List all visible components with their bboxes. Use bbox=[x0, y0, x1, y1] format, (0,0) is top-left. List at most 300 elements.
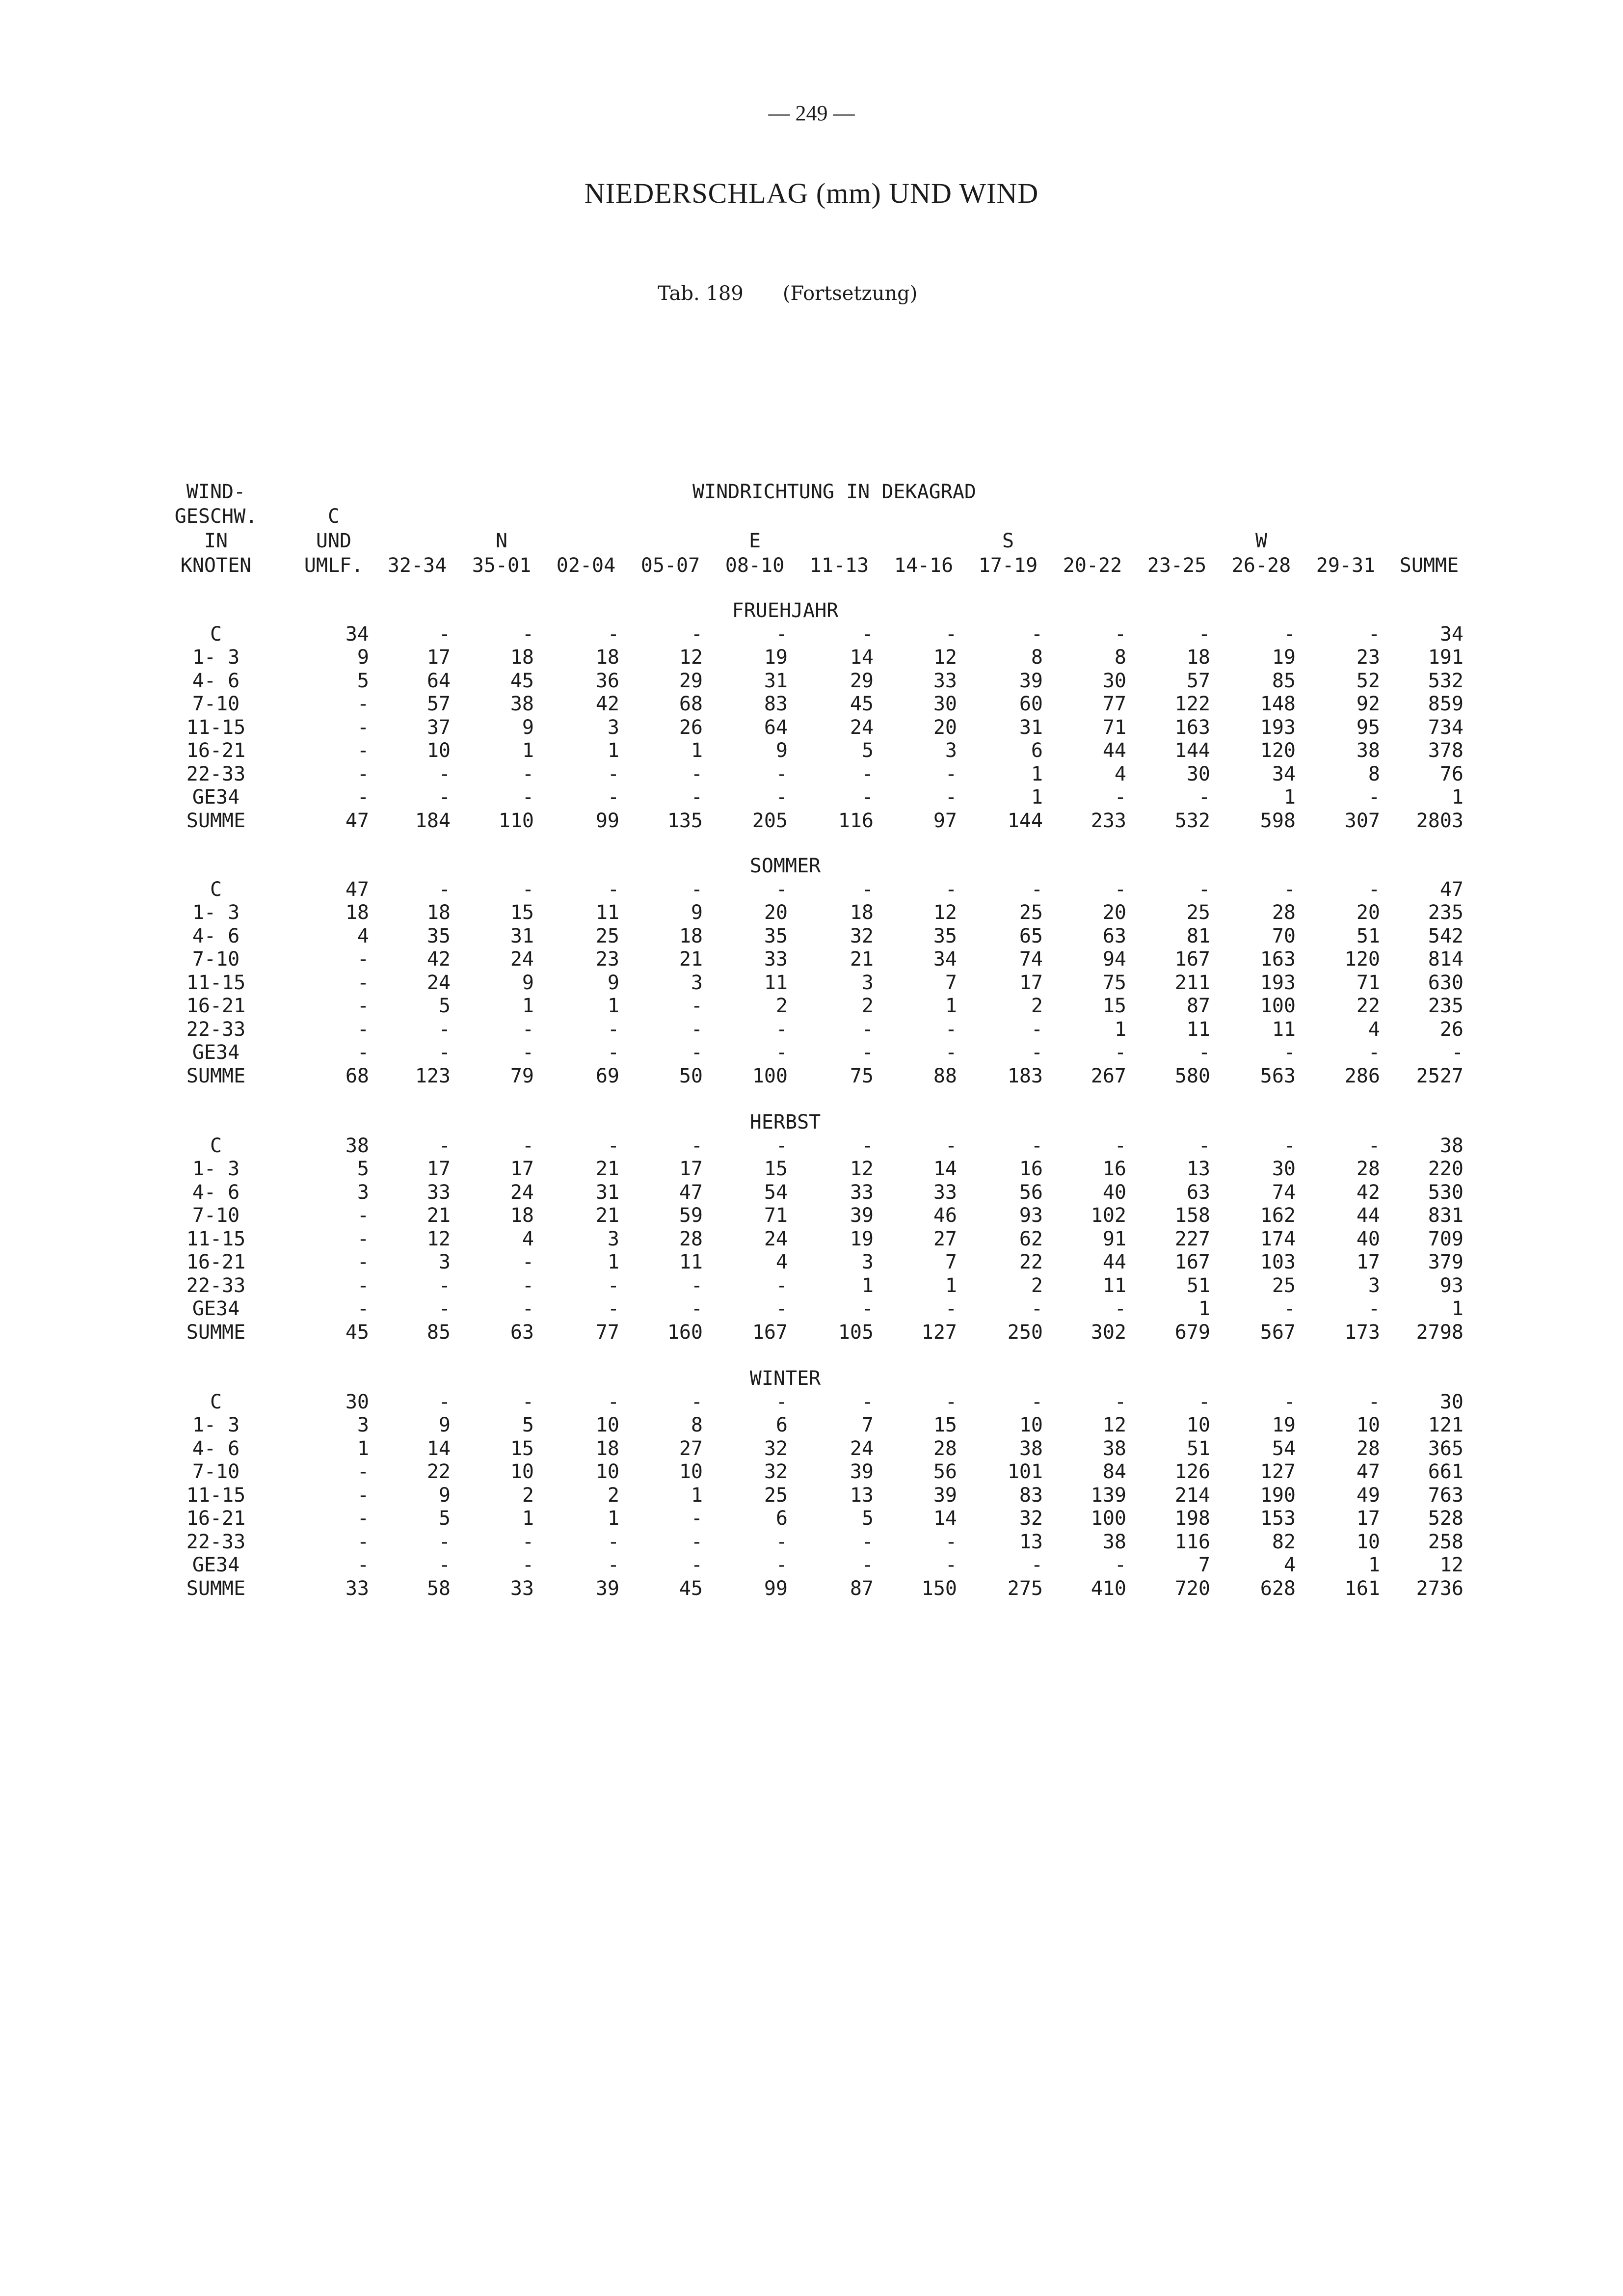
table-cell: 40 bbox=[1356, 1227, 1380, 1250]
table-cell: 20 bbox=[933, 716, 957, 739]
table-cell: 1 bbox=[945, 995, 957, 1017]
table-cell: 9 bbox=[357, 646, 369, 669]
table-cell: 23 bbox=[595, 948, 619, 971]
table-cell: 30 bbox=[933, 693, 957, 715]
row-label: GE34 bbox=[192, 786, 240, 809]
table-cell: 1 bbox=[1031, 786, 1043, 809]
table-cell: 11 bbox=[1186, 1018, 1210, 1041]
table-cell: - bbox=[357, 1274, 369, 1297]
row-label: 1- 3 bbox=[192, 646, 240, 669]
table-cell: - bbox=[1283, 622, 1296, 646]
table-cell: - bbox=[522, 786, 534, 809]
table-cell: 11 bbox=[1102, 1274, 1126, 1297]
table-cell: - bbox=[522, 762, 534, 785]
table-cell: 38 bbox=[510, 693, 534, 715]
table-cell: 13 bbox=[1186, 1158, 1210, 1180]
table-cell: - bbox=[522, 1530, 534, 1553]
table-cell: 5 bbox=[522, 1414, 534, 1436]
table-cell: 1 bbox=[1451, 786, 1463, 809]
table-cell: - bbox=[1283, 1134, 1296, 1157]
table-cell: 267 bbox=[1091, 1064, 1126, 1087]
table-cell: 163 bbox=[1174, 716, 1210, 739]
row-label: 4- 6 bbox=[192, 669, 240, 692]
table-cell: - bbox=[1031, 1297, 1043, 1320]
table-cell: 62 bbox=[1019, 1227, 1043, 1250]
table-cell: - bbox=[945, 1134, 957, 1157]
table-cell: - bbox=[1283, 1041, 1296, 1064]
table-cell: 814 bbox=[1428, 948, 1463, 971]
table-cell: 2 bbox=[1031, 995, 1043, 1017]
table-cell: - bbox=[1031, 1041, 1043, 1064]
table-cell: - bbox=[357, 1507, 369, 1530]
table-cell: 22 bbox=[426, 1460, 451, 1483]
table-cell: 6 bbox=[775, 1507, 788, 1530]
table-cell: 40 bbox=[1102, 1181, 1126, 1204]
row-label: 7-10 bbox=[192, 1460, 240, 1483]
table-cell: 52 bbox=[1356, 669, 1380, 692]
table-cell: 47 bbox=[1439, 878, 1463, 901]
table-cell: 15 bbox=[764, 1158, 788, 1180]
table-cell: 1 bbox=[861, 1274, 874, 1297]
row-label: 1- 3 bbox=[192, 1414, 240, 1436]
table-cell: - bbox=[607, 1390, 619, 1413]
column-header: 14-16 bbox=[894, 554, 954, 577]
table-cell: 167 bbox=[1174, 948, 1210, 971]
table-cell: - bbox=[607, 1018, 619, 1041]
table-cell: - bbox=[522, 1134, 534, 1157]
table-cell: 25 bbox=[595, 924, 619, 947]
row-label: SUMME bbox=[186, 809, 246, 832]
table-cell: 150 bbox=[921, 1577, 957, 1600]
table-cell: 100 bbox=[752, 1064, 788, 1087]
table-cell: 63 bbox=[1186, 1181, 1210, 1204]
table-cell: 77 bbox=[1102, 693, 1126, 715]
table-cell: 30 bbox=[1102, 669, 1126, 692]
table-cell: 17 bbox=[1356, 1507, 1380, 1530]
row-label: 4- 6 bbox=[192, 1181, 240, 1204]
table-cell: 18 bbox=[679, 924, 703, 947]
table-cell: 302 bbox=[1091, 1321, 1126, 1344]
table-cell: 71 bbox=[764, 1204, 788, 1227]
table-cell: 2798 bbox=[1416, 1321, 1463, 1344]
table-cell: 24 bbox=[850, 1437, 874, 1460]
table-cell: 33 bbox=[933, 669, 957, 692]
table-cell: 135 bbox=[667, 809, 703, 832]
table-cell: - bbox=[945, 1018, 957, 1041]
row-label: 1- 3 bbox=[192, 901, 240, 924]
table-cell: 30 bbox=[1439, 1390, 1463, 1413]
table-cell: 1 bbox=[945, 1274, 957, 1297]
table-cell: - bbox=[775, 1530, 788, 1553]
column-header: 35-01 bbox=[472, 554, 532, 577]
table-cell: 3 bbox=[861, 1251, 874, 1273]
table-cell: 37 bbox=[426, 716, 451, 739]
table-cell: 32 bbox=[1019, 1507, 1043, 1530]
table-cell: - bbox=[522, 1554, 534, 1576]
table-cell: 1 bbox=[607, 995, 619, 1017]
table-cell: - bbox=[691, 1134, 703, 1157]
table-cell: 20 bbox=[764, 901, 788, 924]
table-cell: 22 bbox=[1019, 1251, 1043, 1273]
table-cell: 628 bbox=[1260, 1577, 1296, 1600]
table-cell: 410 bbox=[1091, 1577, 1126, 1600]
row-label: C bbox=[210, 622, 222, 646]
table-cell: 17 bbox=[1356, 1251, 1380, 1273]
table-cell: 227 bbox=[1174, 1227, 1210, 1250]
table-cell: - bbox=[357, 1554, 369, 1576]
table-cell: - bbox=[775, 786, 788, 809]
table-cell: - bbox=[861, 1554, 874, 1576]
table-cell: 1 bbox=[522, 739, 534, 762]
table-cell: 93 bbox=[1439, 1274, 1463, 1297]
table-cell: 7 bbox=[861, 1414, 874, 1436]
column-header: 02-04 bbox=[556, 554, 616, 577]
table-cell: 17 bbox=[426, 1158, 451, 1180]
page-number: — 249 — bbox=[768, 101, 855, 125]
table-cell: - bbox=[1368, 1134, 1380, 1157]
table-cell: 45 bbox=[510, 669, 534, 692]
table-cell: 148 bbox=[1260, 693, 1296, 715]
table-cell: 9 bbox=[607, 971, 619, 994]
table-cell: 153 bbox=[1260, 1507, 1296, 1530]
table-cell: 173 bbox=[1344, 1321, 1380, 1344]
table-cell: - bbox=[607, 1297, 619, 1320]
table-cell: - bbox=[691, 762, 703, 785]
table-cell: 220 bbox=[1428, 1158, 1463, 1180]
table-cell: 532 bbox=[1174, 809, 1210, 832]
table-cell: 3 bbox=[607, 716, 619, 739]
table-cell: - bbox=[357, 1530, 369, 1553]
table-cell: - bbox=[438, 1274, 451, 1297]
table-cell: 542 bbox=[1428, 924, 1463, 947]
table-cell: 5 bbox=[438, 995, 451, 1017]
table-cell: 51 bbox=[1186, 1274, 1210, 1297]
table-cell: 38 bbox=[1102, 1530, 1126, 1553]
table-cell: 116 bbox=[838, 809, 874, 832]
table-cell: 193 bbox=[1260, 716, 1296, 739]
table-cell: 44 bbox=[1102, 739, 1126, 762]
table-cell: - bbox=[607, 1274, 619, 1297]
table-cell: 9 bbox=[691, 901, 703, 924]
table-cell: 191 bbox=[1428, 646, 1463, 669]
table-cell: - bbox=[1031, 1018, 1043, 1041]
table-cell: - bbox=[1283, 1390, 1296, 1413]
table-cell: - bbox=[357, 971, 369, 994]
table-cell: - bbox=[945, 1530, 957, 1553]
table-cell: 28 bbox=[1272, 901, 1296, 924]
table-cell: 15 bbox=[510, 901, 534, 924]
row-label: 7-10 bbox=[192, 1204, 240, 1227]
table-cell: - bbox=[607, 622, 619, 646]
table-cell: - bbox=[357, 716, 369, 739]
table-cell: 378 bbox=[1428, 739, 1463, 762]
table-cell: 47 bbox=[345, 809, 369, 832]
table-cell: 25 bbox=[1186, 901, 1210, 924]
table-cell: 139 bbox=[1091, 1484, 1126, 1507]
table-cell: 28 bbox=[679, 1227, 703, 1250]
table-cell: 4 bbox=[1368, 1018, 1380, 1041]
table-cell: 88 bbox=[933, 1064, 957, 1087]
column-header: 08-10 bbox=[725, 554, 785, 577]
table-cell: - bbox=[1114, 1554, 1126, 1576]
table-cell: 54 bbox=[764, 1181, 788, 1204]
table-cell: 161 bbox=[1344, 1577, 1380, 1600]
table-cell: - bbox=[607, 762, 619, 785]
table-cell: 39 bbox=[595, 1577, 619, 1600]
table-cell: - bbox=[691, 1041, 703, 1064]
table-cell: 64 bbox=[764, 716, 788, 739]
table-cell: - bbox=[1368, 622, 1380, 646]
table-cell: - bbox=[1031, 1390, 1043, 1413]
table-cell: 30 bbox=[345, 1390, 369, 1413]
table-cell: 58 bbox=[426, 1577, 451, 1600]
table-cell: - bbox=[357, 1460, 369, 1483]
table-cell: 11 bbox=[1272, 1018, 1296, 1041]
table-cell: 18 bbox=[510, 646, 534, 669]
table-cell: - bbox=[1368, 1041, 1380, 1064]
table-cell: 81 bbox=[1186, 924, 1210, 947]
table-cell: - bbox=[607, 1134, 619, 1157]
table-cell: 6 bbox=[775, 1414, 788, 1436]
stub-header-line: WIND- bbox=[186, 481, 246, 503]
table-cell: - bbox=[1368, 786, 1380, 809]
table-cell: 45 bbox=[679, 1577, 703, 1600]
table-cell: - bbox=[691, 1297, 703, 1320]
table-cell: 38 bbox=[1439, 1134, 1463, 1157]
table-cell: 21 bbox=[595, 1158, 619, 1180]
c-column-header-line: C bbox=[327, 505, 340, 528]
table-cell: 211 bbox=[1174, 971, 1210, 994]
table-cell: - bbox=[1114, 1390, 1126, 1413]
table-cell: 12 bbox=[933, 646, 957, 669]
table-cell: 47 bbox=[345, 878, 369, 901]
table-cell: 18 bbox=[426, 901, 451, 924]
table-cell: 1 bbox=[522, 995, 534, 1017]
table-cell: 1 bbox=[1198, 1297, 1210, 1320]
table-cell: 77 bbox=[595, 1321, 619, 1344]
table-cell: - bbox=[1368, 878, 1380, 901]
table-cell: 54 bbox=[1272, 1437, 1296, 1460]
table-cell: 1 bbox=[1283, 786, 1296, 809]
table-cell: - bbox=[1283, 878, 1296, 901]
table-cell: 79 bbox=[510, 1064, 534, 1087]
table-cell: 1 bbox=[1451, 1297, 1463, 1320]
table-cell: 734 bbox=[1428, 716, 1463, 739]
table-cell: 2 bbox=[607, 1484, 619, 1507]
table-cell: 50 bbox=[679, 1064, 703, 1087]
table-cell: - bbox=[438, 1390, 451, 1413]
table-cell: 49 bbox=[1356, 1484, 1380, 1507]
table-cell: 15 bbox=[1102, 995, 1126, 1017]
compass-label: S bbox=[1002, 530, 1014, 552]
table-cell: 8 bbox=[1031, 646, 1043, 669]
table-cell: 233 bbox=[1091, 809, 1126, 832]
table-cell: 101 bbox=[1007, 1460, 1043, 1483]
table-cell: 25 bbox=[1272, 1274, 1296, 1297]
table-cell: 13 bbox=[1019, 1530, 1043, 1553]
table-cell: 1 bbox=[357, 1437, 369, 1460]
table-cell: 102 bbox=[1091, 1204, 1126, 1227]
table-cell: 1 bbox=[691, 739, 703, 762]
table-cell: - bbox=[1114, 1041, 1126, 1064]
row-label: 1- 3 bbox=[192, 1158, 240, 1180]
table-cell: 20 bbox=[1356, 901, 1380, 924]
table-cell: 34 bbox=[345, 622, 369, 646]
table-cell: - bbox=[357, 693, 369, 715]
stub-header-line: IN bbox=[204, 530, 228, 552]
row-label: 4- 6 bbox=[192, 1437, 240, 1460]
table-cell: - bbox=[691, 622, 703, 646]
table-cell: 17 bbox=[679, 1158, 703, 1180]
table-cell: - bbox=[438, 1297, 451, 1320]
table-cell: - bbox=[438, 1134, 451, 1157]
table-cell: - bbox=[945, 1297, 957, 1320]
table-cell: 21 bbox=[426, 1204, 451, 1227]
table-cell: 87 bbox=[850, 1577, 874, 1600]
table-cell: - bbox=[691, 878, 703, 901]
table-cell: 69 bbox=[595, 1064, 619, 1087]
table-cell: 12 bbox=[1439, 1554, 1463, 1576]
table-cell: 39 bbox=[1019, 669, 1043, 692]
table-cell: 7 bbox=[1198, 1554, 1210, 1576]
table-cell: 33 bbox=[510, 1577, 534, 1600]
table-cell: 10 bbox=[426, 739, 451, 762]
table-cell: - bbox=[357, 1227, 369, 1250]
table-cell: 18 bbox=[345, 901, 369, 924]
table-cell: 38 bbox=[1102, 1437, 1126, 1460]
table-cell: 127 bbox=[921, 1321, 957, 1344]
table-cell: 198 bbox=[1174, 1507, 1210, 1530]
table-cell: 10 bbox=[595, 1414, 619, 1436]
table-cell: 103 bbox=[1260, 1251, 1296, 1273]
table-cell: 28 bbox=[933, 1437, 957, 1460]
table-cell: 2 bbox=[522, 1484, 534, 1507]
table-cell: 214 bbox=[1174, 1484, 1210, 1507]
table-cell: 365 bbox=[1428, 1437, 1463, 1460]
table-cell: - bbox=[607, 878, 619, 901]
table-cell: 31 bbox=[1019, 716, 1043, 739]
table-cell: 9 bbox=[438, 1414, 451, 1436]
table-cell: 14 bbox=[850, 646, 874, 669]
row-label: 4- 6 bbox=[192, 924, 240, 947]
table-cell: 174 bbox=[1260, 1227, 1296, 1250]
row-label: C bbox=[210, 1390, 222, 1413]
table-cell: - bbox=[945, 786, 957, 809]
section-title: WINTER bbox=[749, 1367, 821, 1390]
table-cell: 38 bbox=[1356, 739, 1380, 762]
table-cell: - bbox=[861, 1018, 874, 1041]
table-cell: - bbox=[1198, 786, 1210, 809]
row-label: C bbox=[210, 878, 222, 901]
table-cell: 65 bbox=[1019, 924, 1043, 947]
table-cell: 530 bbox=[1428, 1181, 1463, 1204]
table-cell: 95 bbox=[1356, 716, 1380, 739]
table-cell: 15 bbox=[933, 1414, 957, 1436]
table-cell: 71 bbox=[1356, 971, 1380, 994]
table-cell: 45 bbox=[345, 1321, 369, 1344]
table-cell: 31 bbox=[764, 669, 788, 692]
table-cell: 8 bbox=[691, 1414, 703, 1436]
table-cell: 28 bbox=[1356, 1437, 1380, 1460]
table-cell: - bbox=[775, 762, 788, 785]
table-cell: - bbox=[691, 995, 703, 1017]
table-cell: 5 bbox=[357, 1158, 369, 1180]
column-header: 32-34 bbox=[387, 554, 447, 577]
table-cell: 563 bbox=[1260, 1064, 1296, 1087]
table-cell: 2527 bbox=[1416, 1064, 1463, 1087]
table-cell: 630 bbox=[1428, 971, 1463, 994]
table-cell: 598 bbox=[1260, 809, 1296, 832]
table-cell: 75 bbox=[850, 1064, 874, 1087]
table-cell: 16 bbox=[1102, 1158, 1126, 1180]
table-cell: 36 bbox=[595, 669, 619, 692]
table-cell: 162 bbox=[1260, 1204, 1296, 1227]
table-cell: 21 bbox=[679, 948, 703, 971]
table-cell: - bbox=[438, 786, 451, 809]
table-cell: 17 bbox=[1019, 971, 1043, 994]
table-cell: 93 bbox=[1019, 1204, 1043, 1227]
table-cell: 1 bbox=[607, 1507, 619, 1530]
table-cell: 47 bbox=[1356, 1460, 1380, 1483]
table-cell: 661 bbox=[1428, 1460, 1463, 1483]
table-cell: - bbox=[861, 1134, 874, 1157]
table-cell: 56 bbox=[933, 1460, 957, 1483]
table-cell: 16 bbox=[1019, 1158, 1043, 1180]
column-header: 29-31 bbox=[1316, 554, 1376, 577]
table-cell: 30 bbox=[1272, 1158, 1296, 1180]
table-cell: - bbox=[1198, 1041, 1210, 1064]
table-cell: 26 bbox=[679, 716, 703, 739]
table-cell: - bbox=[522, 1251, 534, 1273]
table-cell: 25 bbox=[1019, 901, 1043, 924]
table-cell: 110 bbox=[498, 809, 534, 832]
column-header: 11-13 bbox=[809, 554, 869, 577]
column-header: 17-19 bbox=[978, 554, 1038, 577]
table-cell: 122 bbox=[1174, 693, 1210, 715]
table-cell: - bbox=[1031, 878, 1043, 901]
row-label: 22-33 bbox=[186, 1530, 246, 1553]
table-cell: - bbox=[438, 1018, 451, 1041]
table-cell: 24 bbox=[510, 1181, 534, 1204]
table-cell: - bbox=[861, 762, 874, 785]
table-cell: - bbox=[1031, 622, 1043, 646]
table-cell: 1 bbox=[1031, 762, 1043, 785]
table-cell: 19 bbox=[850, 1227, 874, 1250]
table-cell: 126 bbox=[1174, 1460, 1210, 1483]
table-cell: 528 bbox=[1428, 1507, 1463, 1530]
table-cell: 679 bbox=[1174, 1321, 1210, 1344]
table-cell: - bbox=[691, 786, 703, 809]
table-cell: 85 bbox=[1272, 669, 1296, 692]
table-cell: 91 bbox=[1102, 1227, 1126, 1250]
table-cell: 9 bbox=[522, 716, 534, 739]
table-cell: 12 bbox=[426, 1227, 451, 1250]
table-cell: 144 bbox=[1007, 809, 1043, 832]
c-column-header-line: UMLF. bbox=[304, 554, 364, 577]
table-cell: 2803 bbox=[1416, 809, 1463, 832]
table-cell: 20 bbox=[1102, 901, 1126, 924]
table-cell: 6 bbox=[1031, 739, 1043, 762]
table-cell: - bbox=[522, 1297, 534, 1320]
table-cell: 3 bbox=[861, 971, 874, 994]
table-cell: 100 bbox=[1260, 995, 1296, 1017]
table-cell: 10 bbox=[1356, 1530, 1380, 1553]
table-cell: 184 bbox=[415, 809, 451, 832]
table-cell: - bbox=[1114, 878, 1126, 901]
table-cell: 27 bbox=[679, 1437, 703, 1460]
table-cell: - bbox=[357, 995, 369, 1017]
table-cell: 144 bbox=[1174, 739, 1210, 762]
